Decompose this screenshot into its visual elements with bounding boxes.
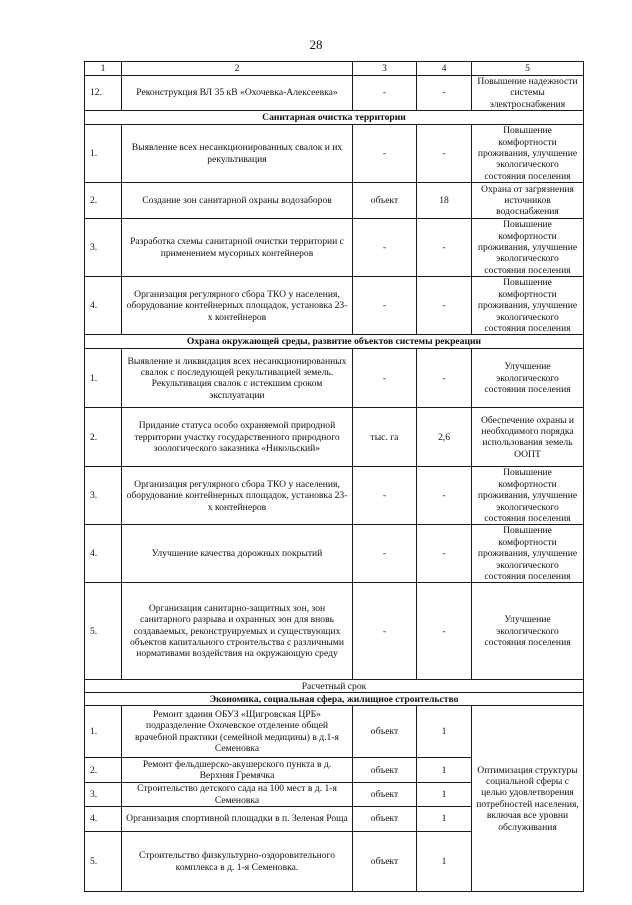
section-economy: [85, 693, 584, 706]
quantity-cell: -: [417, 583, 472, 680]
quantity-cell: 18: [417, 183, 472, 219]
section-environment: [85, 335, 584, 349]
quantity-cell: 1: [417, 783, 472, 807]
quantity-cell: -: [417, 277, 472, 335]
quantity-cell: 1: [417, 832, 472, 892]
unit-cell: -: [353, 277, 417, 335]
measure-name: Создание зон санитарной охраны водозаборов: [122, 183, 353, 219]
row-number: 1.: [85, 349, 122, 408]
page-number: 28: [309, 37, 323, 52]
section-environment-title: Охрана окружающей среды, развитие объектов системы рекреации: [85, 335, 584, 349]
measure-name: Разработка схемы санитарной очистки территории с применением мусорных контейнеров: [122, 219, 353, 277]
col-header-3: 3: [353, 62, 417, 76]
section-calc-period-title: Расчетный срок: [85, 680, 584, 693]
purpose-cell: Улучшение экологического состояния поселения: [472, 349, 584, 408]
measure-name: Организация спортивной площадки в п. Зеленая Роща: [122, 807, 353, 832]
unit-cell: -: [353, 125, 417, 183]
table-row: [85, 125, 584, 183]
col-header-1: 1: [85, 62, 122, 76]
section-sanitary-title: Санитарная очистка территории: [85, 111, 584, 125]
measure-name: Реконструкция ВЛ 35 кВ «Охочевка-Алексеевка»: [122, 76, 353, 111]
row-number: 4.: [85, 525, 122, 583]
purpose-cell: Охрана от загрязнения источников водоснабжения: [472, 183, 584, 219]
measure-name: Ремонт здания ОБУЗ «Щигровская ЦРБ» подразделение Охочевское отделение общей врачебной практики (семейной медицины) в д.1-я Семеновка: [122, 706, 353, 758]
row-number: 3.: [85, 219, 122, 277]
col-header-5: 5: [472, 62, 584, 76]
unit-cell: -: [353, 583, 417, 680]
table-row: [85, 525, 584, 583]
measure-name: Организация регулярного сбора ТКО у населения, оборудование контейнерных площадок, установка 23-х контейнеров: [122, 467, 353, 525]
table-row: [85, 219, 584, 277]
quantity-cell: -: [417, 76, 472, 111]
row-number: 2.: [85, 758, 122, 783]
row-number: 1.: [85, 125, 122, 183]
column-number-row: [85, 62, 584, 76]
measure-name: Организация регулярного сбора ТКО у населения, оборудование контейнерных площадок, установка 23-х контейнеров: [122, 277, 353, 335]
unit-cell: -: [353, 219, 417, 277]
section-sanitary: [85, 111, 584, 125]
unit-cell: объект: [353, 783, 417, 807]
quantity-cell: -: [417, 525, 472, 583]
unit-cell: объект: [353, 758, 417, 783]
row-number: 12.: [85, 76, 122, 111]
quantity-cell: -: [417, 125, 472, 183]
measure-name: Строительство физкультурно-оздоровительного комплекса в д. 1-я Семеновка.: [122, 832, 353, 892]
table-row: [85, 583, 584, 680]
measure-name: Улучшение качества дорожных покрытий: [122, 525, 353, 583]
row-number: 2.: [85, 408, 122, 467]
unit-cell: -: [353, 76, 417, 111]
quantity-cell: -: [417, 349, 472, 408]
measure-name: Выявление и ликвидация всех несанкционированных свалок с последующей рекультивацией земель. Рекультивация свалок с истекшим сроком эксплуатации: [122, 349, 353, 408]
measures-table: [84, 61, 584, 892]
purpose-cell: Повышение комфортности проживания, улучшение экологического состояния поселения: [472, 219, 584, 277]
row-number: 4.: [85, 807, 122, 832]
quantity-cell: 1: [417, 706, 472, 758]
unit-cell: объект: [353, 706, 417, 758]
measure-name: Выявление всех несанкционированных свалок и их рекультивация: [122, 125, 353, 183]
row-number: 5.: [85, 832, 122, 892]
unit-cell: -: [353, 525, 417, 583]
section-calc-period: [85, 680, 584, 693]
purpose-cell: Повышение комфортности проживания, улучшение экологического состояния поселения: [472, 525, 584, 583]
quantity-cell: -: [417, 219, 472, 277]
row-number: 3.: [85, 467, 122, 525]
table-row: [85, 76, 584, 111]
purpose-cell: Повышение комфортности проживания, улучшение экологического состояния поселения: [472, 467, 584, 525]
unit-cell: объект: [353, 832, 417, 892]
table-row: [85, 277, 584, 335]
purpose-cell: Обеспечение охраны и необходимого порядка использования земель ООПТ: [472, 408, 584, 467]
table-row: [85, 408, 584, 467]
measure-name: Организация санитарно-защитных зон, зон санитарного разрыва и охранных зон для вновь создаваемых, реконструируемых и существующих объектов капитального строительства с различными нормативами воздействия на окружающую среду: [122, 583, 353, 680]
quantity-cell: 1: [417, 807, 472, 832]
quantity-cell: 1: [417, 758, 472, 783]
table-row: [85, 349, 584, 408]
purpose-cell: Улучшение экологического состояния поселения: [472, 583, 584, 680]
row-number: 2.: [85, 183, 122, 219]
shared-purpose-cell: Оптимизация структуры социальной сферы с целью удовлетворения потребностей населения, включая все уровни обслуживания: [472, 706, 584, 892]
unit-cell: объект: [353, 807, 417, 832]
row-number: 3.: [85, 783, 122, 807]
unit-cell: объект: [353, 183, 417, 219]
col-header-2: 2: [122, 62, 353, 76]
table-row: [85, 467, 584, 525]
purpose-cell: Повышение комфортности проживания, улучшение экологического состояния поселения: [472, 277, 584, 335]
quantity-cell: -: [417, 467, 472, 525]
purpose-cell: Повышение комфортности проживания, улучшение экологического состояния поселения: [472, 125, 584, 183]
quantity-cell: 2,6: [417, 408, 472, 467]
row-number: 1.: [85, 706, 122, 758]
measure-name: Придание статуса особо охраняемой природной территории участку государственного природного зоологического заказника «Никольский»: [122, 408, 353, 467]
row-number: 5.: [85, 583, 122, 680]
table-row: [85, 183, 584, 219]
unit-cell: тыс. га: [353, 408, 417, 467]
row-number: 4.: [85, 277, 122, 335]
unit-cell: -: [353, 349, 417, 408]
unit-cell: -: [353, 467, 417, 525]
col-header-4: 4: [417, 62, 472, 76]
section-economy-title: Экономика, социальная сфера, жилищное строительство: [85, 693, 584, 706]
table-row: [85, 706, 584, 758]
measure-name: Ремонт фельдшерско-акушерского пункта в д. Верхняя Гремячка: [122, 758, 353, 783]
measure-name: Строительство детского сада на 100 мест в д. 1-я Семеновка: [122, 783, 353, 807]
purpose-cell: Повышение надежности системы электроснабжения: [472, 76, 584, 111]
